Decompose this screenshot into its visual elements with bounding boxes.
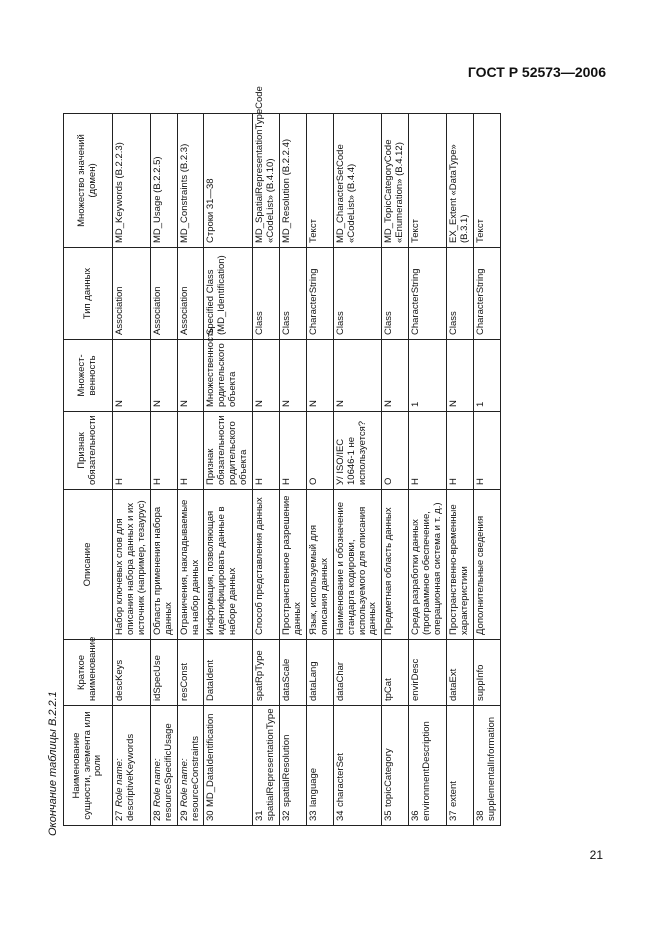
table-body <box>113 86 501 826</box>
cell-name <box>333 706 382 826</box>
cell-name <box>177 706 204 826</box>
cell-domain: MD_Keywords (B.2.2.3) <box>113 114 151 248</box>
row-number: 27 <box>114 810 125 821</box>
role-label: Role name: <box>114 758 125 807</box>
table-row <box>473 114 500 826</box>
cell-mult: N <box>333 340 382 412</box>
cell-desc: Набор ключевых слов для описания набора данных и их источник (например, тезаурус) <box>113 490 151 640</box>
cell-short: dataScale <box>279 640 306 706</box>
element-name: descriptiveKeywords <box>124 733 136 821</box>
cell-short: tpCat <box>382 640 409 706</box>
col-header-name: Наименование сущности, элемента или роли <box>64 706 113 826</box>
rotated-table-area <box>45 86 560 842</box>
cell-short: descKeys <box>113 640 151 706</box>
cell-domain: Строки 31—38 <box>204 114 253 248</box>
cell-oblig: Н <box>177 412 204 490</box>
col-header-domain: Множество значений (домен) <box>64 114 113 248</box>
cell-name <box>113 706 151 826</box>
cell-short: DataIdent <box>204 640 253 706</box>
element-name: characterSet <box>334 753 346 807</box>
cell-mult: N <box>253 340 280 412</box>
cell-oblig: Н <box>113 412 151 490</box>
cell-domain: Текст <box>409 114 447 248</box>
table-row <box>204 114 253 826</box>
row-number: 36 <box>410 810 422 821</box>
element-name: resourceConstraints <box>189 735 201 821</box>
table-row <box>150 114 177 826</box>
cell-short: spatRpType <box>253 640 280 706</box>
cell-name <box>279 706 306 826</box>
cell-domain: MD_SpatialRepresentationTypeCode «CodeList» (B.4.10) <box>253 114 280 248</box>
col-header-desc: Описание <box>64 490 113 640</box>
cell-type: Association <box>113 248 151 340</box>
col-header-oblig: Признак обязательности <box>64 412 113 490</box>
cell-domain: Текст <box>306 114 333 248</box>
cell-oblig: Признак обязательности родительского объекта <box>204 412 253 490</box>
row-number: 33 <box>307 810 319 821</box>
document-header: ГОСТ Р 52573—2006 <box>467 64 606 80</box>
element-name: extent <box>447 781 459 807</box>
cell-mult: N <box>382 340 409 412</box>
element-name: environmentDescription <box>421 721 433 821</box>
table-caption: Окончание таблицы B.2.2.1 <box>47 691 59 836</box>
element-name: supplementalInformation <box>485 716 497 821</box>
cell-mult: N <box>306 340 333 412</box>
cell-name <box>409 706 447 826</box>
cell-desc: Наименование и обозначение стандарта кодировки, используемого для описания данных <box>333 490 382 640</box>
cell-short: envirDesc <box>409 640 447 706</box>
cell-short: resConst <box>177 640 204 706</box>
col-header-mult: Множест-венность <box>64 340 113 412</box>
element-name: spatialRepresentationType <box>265 708 277 821</box>
row-number: 32 <box>280 810 292 821</box>
cell-name <box>382 706 409 826</box>
cell-desc: Информация, позволяющая идентифицировать данные в наборе данных <box>204 490 253 640</box>
cell-oblig: Н <box>446 412 473 490</box>
cell-oblig: Н <box>253 412 280 490</box>
cell-name <box>150 706 177 826</box>
cell-oblig: Н <box>473 412 500 490</box>
cell-short: dataLang <box>306 640 333 706</box>
cell-mult: 1 <box>409 340 447 412</box>
cell-domain: MD_Usage (B.2.2.5) <box>150 114 177 248</box>
cell-oblig: Н <box>150 412 177 490</box>
cell-type: Class <box>446 248 473 340</box>
cell-oblig: О <box>306 412 333 490</box>
table-row <box>253 114 280 826</box>
col-header-short: Краткое наименование <box>64 640 113 706</box>
table-row <box>279 114 306 826</box>
spec-table <box>63 86 501 826</box>
cell-mult: N <box>113 340 151 412</box>
cell-mult: N <box>279 340 306 412</box>
cell-type: Class <box>253 248 280 340</box>
cell-type: Association <box>177 248 204 340</box>
cell-mult: N <box>177 340 204 412</box>
cell-short: dataExt <box>446 640 473 706</box>
row-number: 35 <box>383 810 395 821</box>
row-number: 37 <box>447 810 459 821</box>
element-name: spatialResolution <box>280 734 292 807</box>
cell-oblig: У/ ISO/IEC 10646-1 не используется? <box>333 412 382 490</box>
cell-type: CharacterString <box>409 248 447 340</box>
cell-desc: Язык, используемый для описания данных <box>306 490 333 640</box>
table-row <box>446 114 473 826</box>
cell-name <box>253 706 280 826</box>
cell-domain: MD_Constraints (B.2.3) <box>177 114 204 248</box>
cell-type: CharacterString <box>306 248 333 340</box>
cell-name <box>473 706 500 826</box>
element-name: language <box>307 767 319 807</box>
cell-type: CharacterString <box>473 248 500 340</box>
cell-domain: EX_Extent «DataType» (B.3.1) <box>446 114 473 248</box>
cell-oblig: О <box>382 412 409 490</box>
row-number: 31 <box>254 810 266 821</box>
cell-domain: MD_TopicCategoryCode «Enumeration» (B.4.12) <box>382 114 409 248</box>
cell-short: suppInfo <box>473 640 500 706</box>
cell-desc: Способ представления данных <box>253 490 280 640</box>
cell-mult: N <box>150 340 177 412</box>
role-label: Role name: <box>178 758 190 807</box>
table-row <box>333 114 382 826</box>
cell-type: Association <box>150 248 177 340</box>
element-name: MD_DataIdentification <box>205 713 217 807</box>
cell-domain: MD_Resolution (B.2.2.4) <box>279 114 306 248</box>
row-number: 38 <box>474 810 486 821</box>
page-number: 21 <box>589 848 603 862</box>
table-row <box>113 114 151 826</box>
cell-domain: Текст <box>473 114 500 248</box>
table-row <box>382 114 409 826</box>
cell-name <box>204 706 253 826</box>
cell-name <box>446 706 473 826</box>
cell-desc: Пространственно-временные характеристики <box>446 490 473 640</box>
table-row <box>409 114 447 826</box>
cell-desc: Среда разработки данных (программное обеспечение, операционная система и т. д.) <box>409 490 447 640</box>
cell-mult: 1 <box>473 340 500 412</box>
cell-name <box>306 706 333 826</box>
cell-type: Class <box>279 248 306 340</box>
role-label: Role name: <box>151 758 163 807</box>
table-header-row <box>64 114 113 826</box>
element-name: resourceSpecificUsage <box>162 723 174 821</box>
row-number: 30 <box>205 810 217 821</box>
cell-short: idSpecUse <box>150 640 177 706</box>
cell-desc: Пространственное разрешение данных <box>279 490 306 640</box>
cell-domain: MD_CharacterSetCode «CodeList» (B.4.4) <box>333 114 382 248</box>
cell-short: dataChar <box>333 640 382 706</box>
cell-type: Specified Class (MD_Identification) <box>204 248 253 340</box>
cell-oblig: Н <box>409 412 447 490</box>
table-row <box>177 114 204 826</box>
element-name: topicCategory <box>383 748 395 807</box>
cell-desc: Дополнительные сведения <box>473 490 500 640</box>
row-number: 28 <box>151 810 163 821</box>
row-number: 34 <box>334 810 346 821</box>
table-row <box>306 114 333 826</box>
cell-oblig: Н <box>279 412 306 490</box>
cell-type: Class <box>382 248 409 340</box>
cell-mult: N <box>446 340 473 412</box>
col-header-type: Тип данных <box>64 248 113 340</box>
cell-type: Class <box>333 248 382 340</box>
row-number: 29 <box>178 810 190 821</box>
cell-desc: Область применения набора данных <box>150 490 177 640</box>
cell-desc: Ограничения, накладываемые на набор данных <box>177 490 204 640</box>
cell-mult: Множественность родительского объекта <box>204 340 253 412</box>
cell-desc: Предметная область данных <box>382 490 409 640</box>
